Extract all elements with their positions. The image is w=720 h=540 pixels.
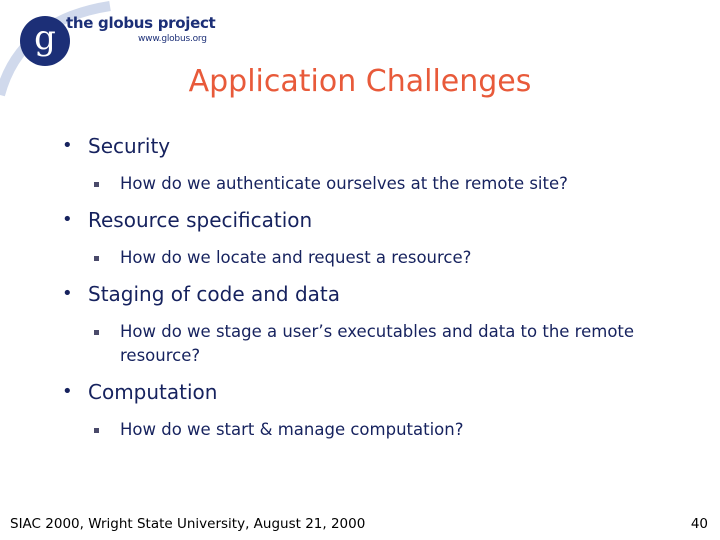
- square-bullet-icon: [94, 256, 99, 261]
- bullet-list: [60, 132, 680, 452]
- logo-title: the globus project: [66, 14, 216, 32]
- sub-bullet-item: [60, 172, 680, 196]
- slide-title: Application Challenges: [188, 64, 532, 99]
- bullet-icon: •: [62, 135, 73, 156]
- logo-glyph: g: [34, 18, 56, 58]
- bullet-text: Staging of code and data: [88, 282, 341, 306]
- sub-bullet-item: [60, 320, 680, 368]
- sub-bullet-text: How do we start & manage computation?: [120, 420, 464, 439]
- sub-bullet-text: How do we stage a user’s executables and data to the remote resource?: [120, 322, 635, 365]
- logo-url: www.globus.org: [138, 34, 207, 44]
- page-number: 40: [690, 516, 708, 532]
- bullet-icon: •: [62, 283, 73, 304]
- bullet-item: [60, 132, 680, 160]
- bullet-item: [60, 378, 680, 406]
- bullet-icon: •: [62, 209, 73, 230]
- bullet-text: Security: [88, 134, 171, 158]
- sub-bullet-item: [60, 246, 680, 270]
- bullet-text: Computation: [88, 380, 218, 404]
- logo-circle-icon: [20, 16, 70, 66]
- square-bullet-icon: [94, 428, 99, 433]
- sub-bullet-item: [60, 418, 680, 442]
- sub-bullet-text: How do we locate and request a resource?: [120, 248, 472, 267]
- square-bullet-icon: [94, 330, 99, 335]
- sub-bullet-text: How do we authenticate ourselves at the remote site?: [120, 174, 568, 193]
- bullet-text: Resource specification: [88, 208, 313, 232]
- bullet-item: [60, 280, 680, 308]
- bullet-icon: •: [62, 381, 73, 402]
- square-bullet-icon: [94, 182, 99, 187]
- footer-text: SIAC 2000, Wright State University, August 21, 2000: [10, 516, 366, 532]
- bullet-item: [60, 206, 680, 234]
